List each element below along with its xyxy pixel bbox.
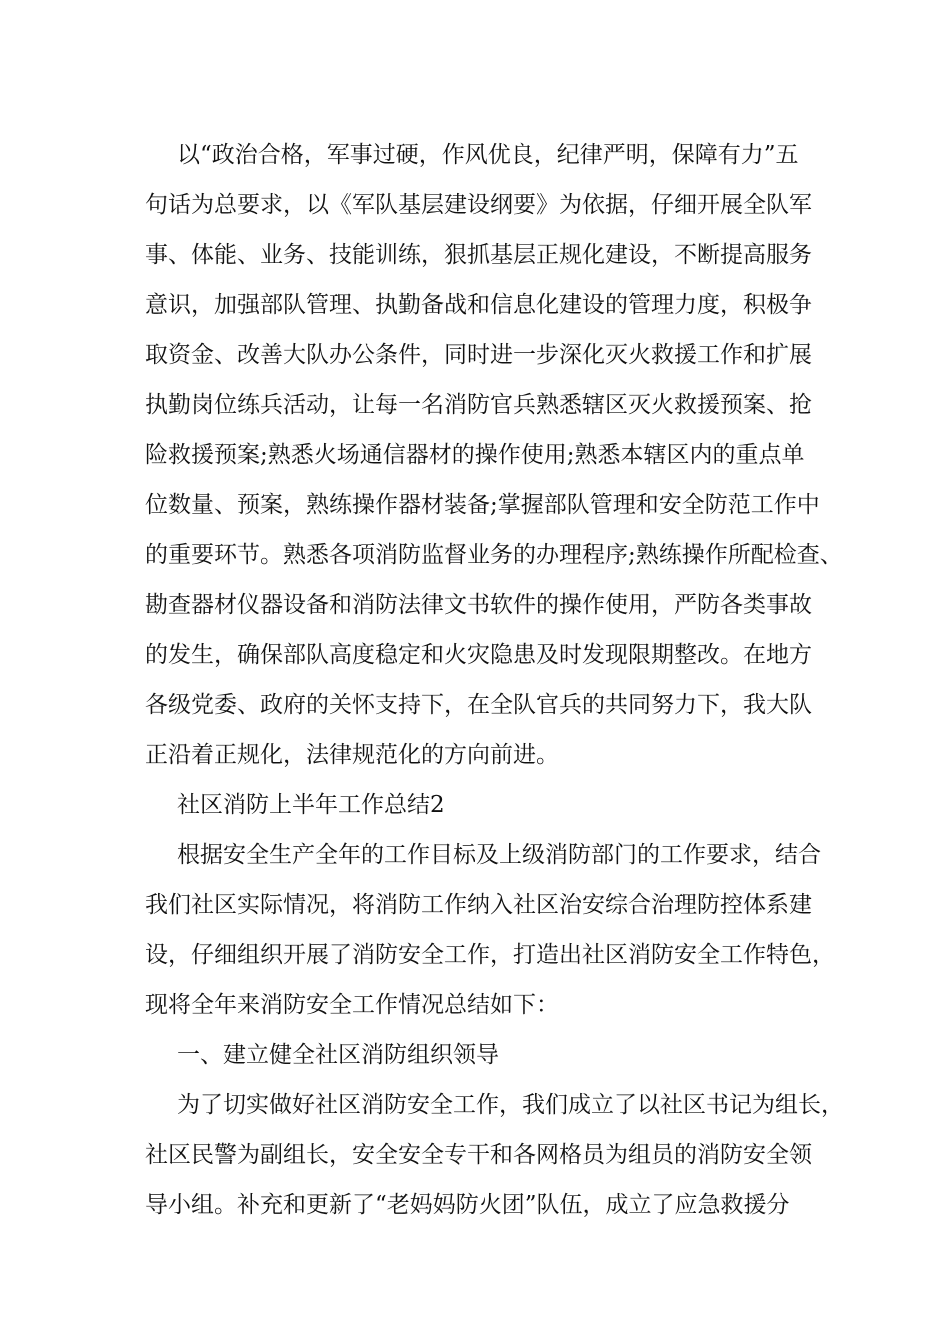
- text-line: 的重要环节。熟悉各项消防监督业务的办理程序;熟练操作所配检查、: [145, 542, 843, 568]
- text-line: 设，仔细组织开展了消防安全工作，打造出社区消防安全工作特色，: [145, 942, 835, 968]
- paragraph: [145, 1030, 810, 1080]
- text-line: 一、建立健全社区消防组织领导: [177, 1042, 499, 1068]
- text-line: 我们社区实际情况，将消防工作纳入社区治安综合治理防控体系建: [145, 892, 812, 918]
- paragraph: [145, 780, 810, 830]
- text-line: 各级党委、政府的关怀支持下，在全队官兵的共同努力下，我大队: [145, 692, 812, 718]
- text-line: 勘查器材仪器设备和消防法律文书软件的操作使用，严防各类事故: [145, 592, 812, 618]
- text-line: 意识，加强部队管理、执勤备战和信息化建设的管理力度，积极争: [145, 292, 812, 318]
- text-line: 社区消防上半年工作总结2: [177, 792, 445, 818]
- text-line: 险救援预案;熟悉火场通信器材的操作使用;熟悉本辖区内的重点单: [145, 442, 805, 468]
- text-line: 位数量、预案，熟练操作器材装备;掌握部队管理和安全防范工作中: [145, 492, 820, 518]
- paragraph: [145, 130, 843, 780]
- paragraph: [145, 830, 835, 1030]
- text-line: 执勤岗位练兵活动，让每一名消防官兵熟悉辖区灭火救援预案、抢: [145, 392, 812, 418]
- text-line: 以“政治合格，军事过硬，作风优良，纪律严明，保障有力”五: [177, 142, 799, 168]
- text-line: 导小组。补充和更新了“老妈妈防火团”队伍，成立了应急救援分: [145, 1192, 790, 1218]
- text-line: 的发生，确保部队高度稳定和火灾隐患及时发现限期整改。在地方: [145, 642, 812, 668]
- paragraph: [145, 1080, 844, 1230]
- text-line: 根据安全生产全年的工作目标及上级消防部门的工作要求，结合: [177, 842, 821, 868]
- text-line: 正沿着正规化，法律规范化的方向前进。: [145, 742, 559, 768]
- document-body: [145, 130, 844, 1230]
- text-line: 现将全年来消防安全工作情况总结如下：: [145, 992, 559, 1018]
- text-line: 事、体能、业务、技能训练，狠抓基层正规化建设，不断提高服务: [145, 242, 812, 268]
- text-line: 社区民警为副组长，安全安全专干和各网格员为组员的消防安全领: [145, 1142, 812, 1168]
- text-line: 取资金、改善大队办公条件，同时进一步深化灭火救援工作和扩展: [145, 342, 812, 368]
- text-line: 句话为总要求，以《军队基层建设纲要》为依据，仔细开展全队军: [145, 192, 812, 218]
- text-line: 为了切实做好社区消防安全工作，我们成立了以社区书记为组长，: [177, 1092, 844, 1118]
